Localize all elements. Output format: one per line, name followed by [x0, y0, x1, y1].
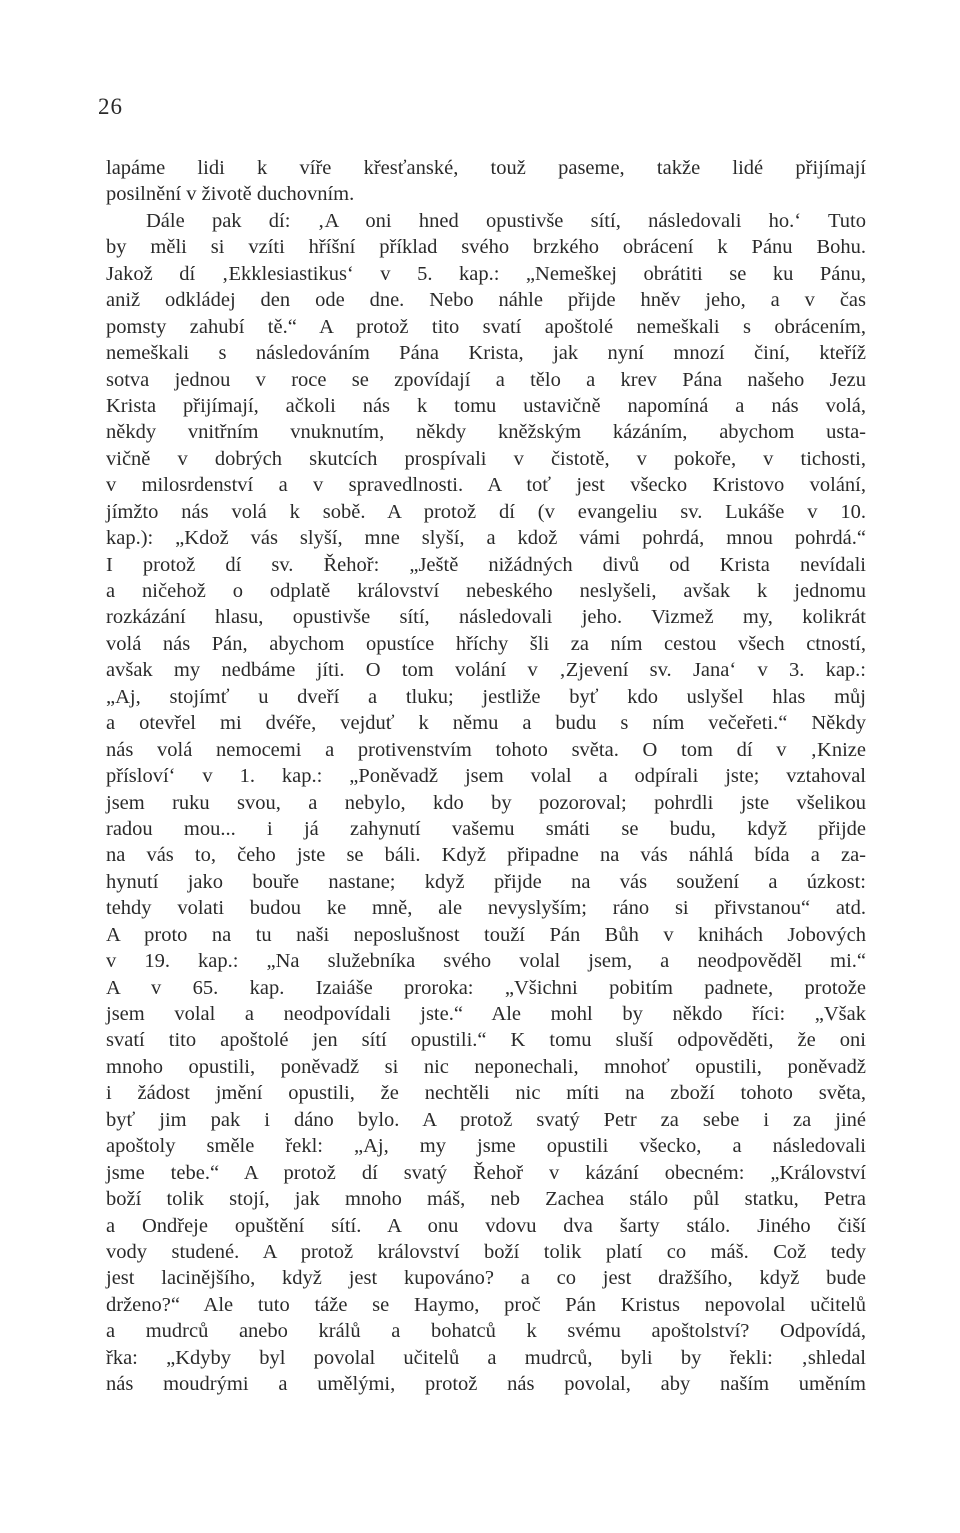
text-line: mnoho opustili, poněvadž si nic neponechali, mnohoť opustili, poněvadž — [106, 1055, 866, 1078]
text-line: apoštoly směle řekl: „Aj, my jsme opustili všecko, a následovali — [106, 1135, 866, 1158]
text-line: avšak my nedbáme jíti. O tom volání v ‚Zjevení sv. Jana‘ v 3. kap.: — [106, 659, 866, 682]
text-line: a Ondřeje opuštění sítí. A onu vdovu dva šarty stálo. Jiného čiší — [106, 1214, 866, 1237]
text-line: hynutí jako bouře nastane; když přijde na vás soužení a úzkost: — [106, 870, 866, 893]
text-line: a ničehož o odplatě království nebeského neslyšeli, avšak k jednomu — [106, 580, 866, 602]
page-number: 26 — [98, 94, 123, 119]
text-line: A v 65. kap. Izaiáše proroka: „Všichni pobitím padnete, protože — [106, 976, 866, 999]
text-line: „Aj, stojímť u dveří a tluku; jestliže byť kdo uslyšel hlas můj — [106, 685, 866, 708]
text-line: jsem volal a neodpovídali jste.“ Ale mohl by někdo říci: „Však — [106, 1003, 866, 1025]
text-line: v milosrdenství a v spravedlnosti. A toť jest všecko Kristovo volání, — [106, 474, 866, 497]
text-line: nás moudrými a umělými, protož nás povolal, aby naším uměním — [106, 1373, 866, 1396]
text-line: v 19. kap.: „Na služebníka svého volal jsem, a neodpověděl mi.“ — [106, 950, 866, 973]
text-line: pomsty zahubí tě.“ A protož tito svatí apoštolé nemeškali s obrácením, — [106, 315, 866, 338]
text-line: A proto na tu naši neposlušnost touží Pán Bůh v knihách Jobových — [106, 923, 866, 946]
text-line: tehdy volati budou ke mně, ale nevyslyším; ráno si přivstanou“ atd. — [106, 897, 866, 920]
text-line: Dále pak dí: ‚A oni hned opustivše sítí, následovali ho.‘ Tuto — [146, 209, 866, 232]
text-line: na vás to, čeho jste se báli. Když připadne na vás náhlá bída a za- — [106, 844, 866, 867]
text-line: Jakož dí ‚Ekklesiastikus‘ v 5. kap.: „Nemeškej obrátiti se ku Pánu, — [106, 262, 866, 285]
text-line: nemeškali s následováním Pána Krista, jak nyní mnozí činí, kteříž — [106, 342, 866, 365]
text-line: nás volá nemocemi a protivenstvím tohoto světa. O tom dí v ‚Knize — [106, 738, 866, 761]
text-line: drženo?“ Ale tuto táže se Haymo, proč Pán Kristus nepovolal učitelů — [106, 1293, 866, 1316]
text-line: a mudrců anebo králů a bohatců k svému apoštolství? Odpovídá, — [106, 1320, 866, 1343]
text-line: vody studené. A protož království boží tolik platí co máš. Což tedy — [106, 1240, 866, 1263]
text-line: řka: „Kdyby byl povolal učitelů a mudrců, byli by řekli: ‚shledal — [106, 1346, 866, 1369]
text-line: svatí tito apoštolé jen sítí opustili.“ K tomu sluší odpověděti, že oni — [106, 1029, 866, 1052]
text-line: by měli si vzíti hříšní příklad svého brzkého obrácení k Pánu Bohu. — [106, 236, 866, 259]
text-line: někdy vnitřním vnuknutím, někdy kněžským kázáním, abychom usta- — [106, 421, 866, 444]
text-line: jsem ruku svou, a nebylo, kdo by pozoroval; pohrdli jste všelikou — [106, 791, 866, 814]
text-line: aniž odkládej den ode dne. Nebo náhle přijde hněv jeho, a v čas — [106, 289, 866, 312]
text-line: přísloví‘ v 1. kap.: „Poněvadž jsem volal a odpírali jste; vztahoval — [106, 765, 866, 788]
text-line: kap.): „Kdož vás slyší, mne slyší, a kdož vámi pohrdá, mnou pohrdá.“ — [106, 527, 866, 550]
text-line: sotva jednou v roce se zpovídají a tělo a krev Pána našeho Jezu — [106, 368, 866, 391]
text-line: volá nás Pán, abychom opustíce hříchy šli za ním cestou všech ctností, — [106, 632, 866, 655]
text-line: I protož dí sv. Řehoř: „Ještě nižádných divů od Krista nevídali — [106, 553, 866, 576]
text-line: Krista přijímají, ačkoli nás k tomu ustavičně napomíná a nás volá, — [106, 394, 866, 417]
text-line: a otevřel mi dvéře, vejduť k němu a budu s ním večeřeti.“ Někdy — [106, 712, 866, 735]
text-line: lapáme lidi k víře křesťanské, touž paseme, takže lidé přijímají — [106, 157, 866, 179]
text-line: boží tolik stojí, jak mnoho máš, neb Zachea stálo půl statku, Petra — [106, 1188, 866, 1211]
text-line: byť jim pak i dáno bylo. A protož svatý Petr za sebe i za jiné — [106, 1108, 866, 1131]
text-line: posilnění v životě duchovním. — [106, 183, 355, 206]
text-line: i žádost jmění opustili, že nechtěli nic míti na zboží tohoto světa, — [106, 1082, 866, 1105]
text-line: radou mou... i já zahynutí vašemu smáti se budu, když přijde — [106, 817, 866, 840]
text-line: rozkázání hlasu, opustivše sítí, následovali jeho. Vizmež my, kolikrát — [106, 606, 866, 629]
text-line: jímžto nás volá k sobě. A protož dí (v evangeliu sv. Lukáše v 10. — [106, 500, 866, 523]
text-line: jest lacinějšího, když jest kupováno? a co jest dražšího, když bude — [106, 1267, 866, 1290]
text-line: vičně v dobrých skutcích prospívali v čistotě, v pokoře, v tichosti, — [106, 447, 866, 470]
body-text — [106, 155, 866, 1398]
text-line: jsme tebe.“ A protož dí svatý Řehoř v kázání obecném: „Království — [106, 1161, 866, 1184]
